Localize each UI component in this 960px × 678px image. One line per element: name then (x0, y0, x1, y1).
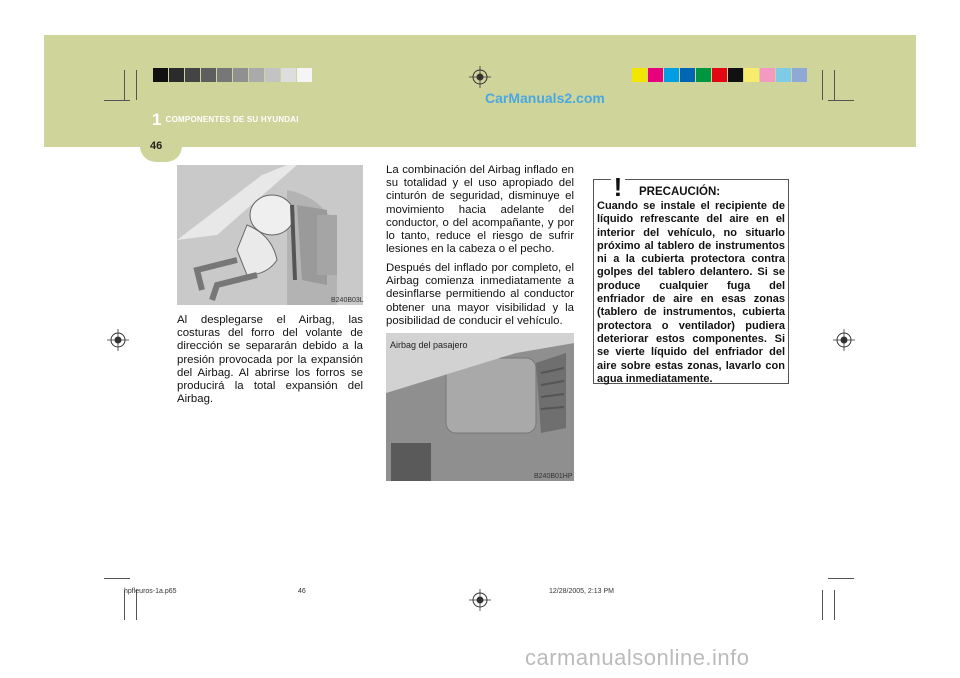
calibration-swatch (776, 68, 791, 82)
calibration-swatch (233, 68, 248, 82)
watermark-top: CarManuals2.com (485, 90, 605, 106)
crop-mark (834, 590, 835, 620)
watermark-bottom: carmanualsonline.info (525, 645, 750, 670)
registration-mark-icon (469, 589, 491, 611)
registration-mark-icon (107, 329, 129, 351)
crop-mark (104, 578, 130, 579)
calibration-swatch (201, 68, 216, 82)
calibration-swatch (217, 68, 232, 82)
image-label: Airbag del pasajero (390, 340, 468, 350)
gray-calibration-strip (153, 68, 313, 82)
calibration-swatch (265, 68, 280, 82)
middle-paragraph-1: La combinación del Airbag inflado en su totalidad y el uso apropiado del cinturón de seguridad, disminuye el movimiento hacia adelante del conductor, o del acompañante, y por lo tanto, reduce el riesgo de sufrir lesiones en la cabeza o el pecho. (386, 164, 574, 256)
calibration-swatch (760, 68, 775, 82)
caution-box (593, 172, 789, 385)
image-code: B240B03L (331, 297, 364, 304)
crop-mark (834, 70, 835, 100)
calibration-swatch (648, 68, 663, 82)
calibration-swatch (728, 68, 743, 82)
calibration-swatch (153, 68, 168, 82)
section-number: 1 (152, 110, 162, 129)
color-calibration-strip (632, 68, 808, 82)
warning-triangle-icon (599, 166, 637, 202)
crop-mark (136, 70, 137, 100)
calibration-swatch (632, 68, 647, 82)
svg-text:!: ! (613, 172, 623, 202)
passenger-airbag-photo (386, 333, 574, 481)
crop-mark (822, 590, 823, 620)
section-title: COMPONENTES DE SU HYUNDAI (165, 115, 299, 124)
calibration-swatch (249, 68, 264, 82)
airbag-illustration-icon (177, 165, 363, 305)
registration-mark-icon (833, 329, 855, 351)
crop-mark (104, 100, 130, 101)
calibration-swatch (680, 68, 695, 82)
calibration-swatch (664, 68, 679, 82)
left-paragraph: Al desplegarse el Airbag, las costuras del forro del volante de dirección se separarán debido a la presión provocada por la expansión del Airbag. Al abrirse los forros se producirá la total expansión del Airbag. (177, 314, 363, 406)
calibration-swatch (792, 68, 807, 82)
footer-date: 12/28/2005, 2:13 PM (549, 588, 614, 595)
dashboard-photo-icon (386, 333, 574, 481)
registration-mark-icon (469, 66, 491, 88)
airbag-deployment-illustration (177, 165, 363, 305)
crop-mark (828, 100, 854, 101)
crop-mark (828, 578, 854, 579)
calibration-swatch (744, 68, 759, 82)
calibration-swatch (712, 68, 727, 82)
crop-mark (124, 70, 125, 100)
section-header (152, 110, 299, 130)
footer-filename: hpfleuros-1a.p65 (124, 588, 177, 595)
image-code-2: B240B01HP (534, 473, 573, 480)
calibration-swatch (169, 68, 184, 82)
footer-page: 46 (298, 588, 306, 595)
calibration-swatch (281, 68, 296, 82)
page-number: 46 (150, 140, 163, 152)
calibration-swatch (297, 68, 312, 82)
caution-title: PRECAUCIÓN: (639, 186, 721, 198)
caution-body: Cuando se instale el recipiente de líquido refrescante del aire en el interior del vehículo, no situarlo próximo al tablero de instrumentos ni a la cubierta protectora contra golpes del tablero delantero. Si se produce cualquier fuga del enfriador de aire en esas zonas (tablero de instrumentos, cubierta protectora o ventilador) pudiera deteriorar estos componentes. Si se vierte líquido del enfriador del aire sobre estas zonas, lavarlo con agua inmediatamente. (597, 200, 785, 385)
calibration-swatch (185, 68, 200, 82)
middle-paragraph-2: Después del inflado por completo, el Airbag comienza inmediatamente a desinflarse permitiendo al conductor obtener una mayor visibilidad y la posibilidad de conducir el vehículo. (386, 262, 574, 327)
calibration-swatch (696, 68, 711, 82)
crop-mark (822, 70, 823, 100)
